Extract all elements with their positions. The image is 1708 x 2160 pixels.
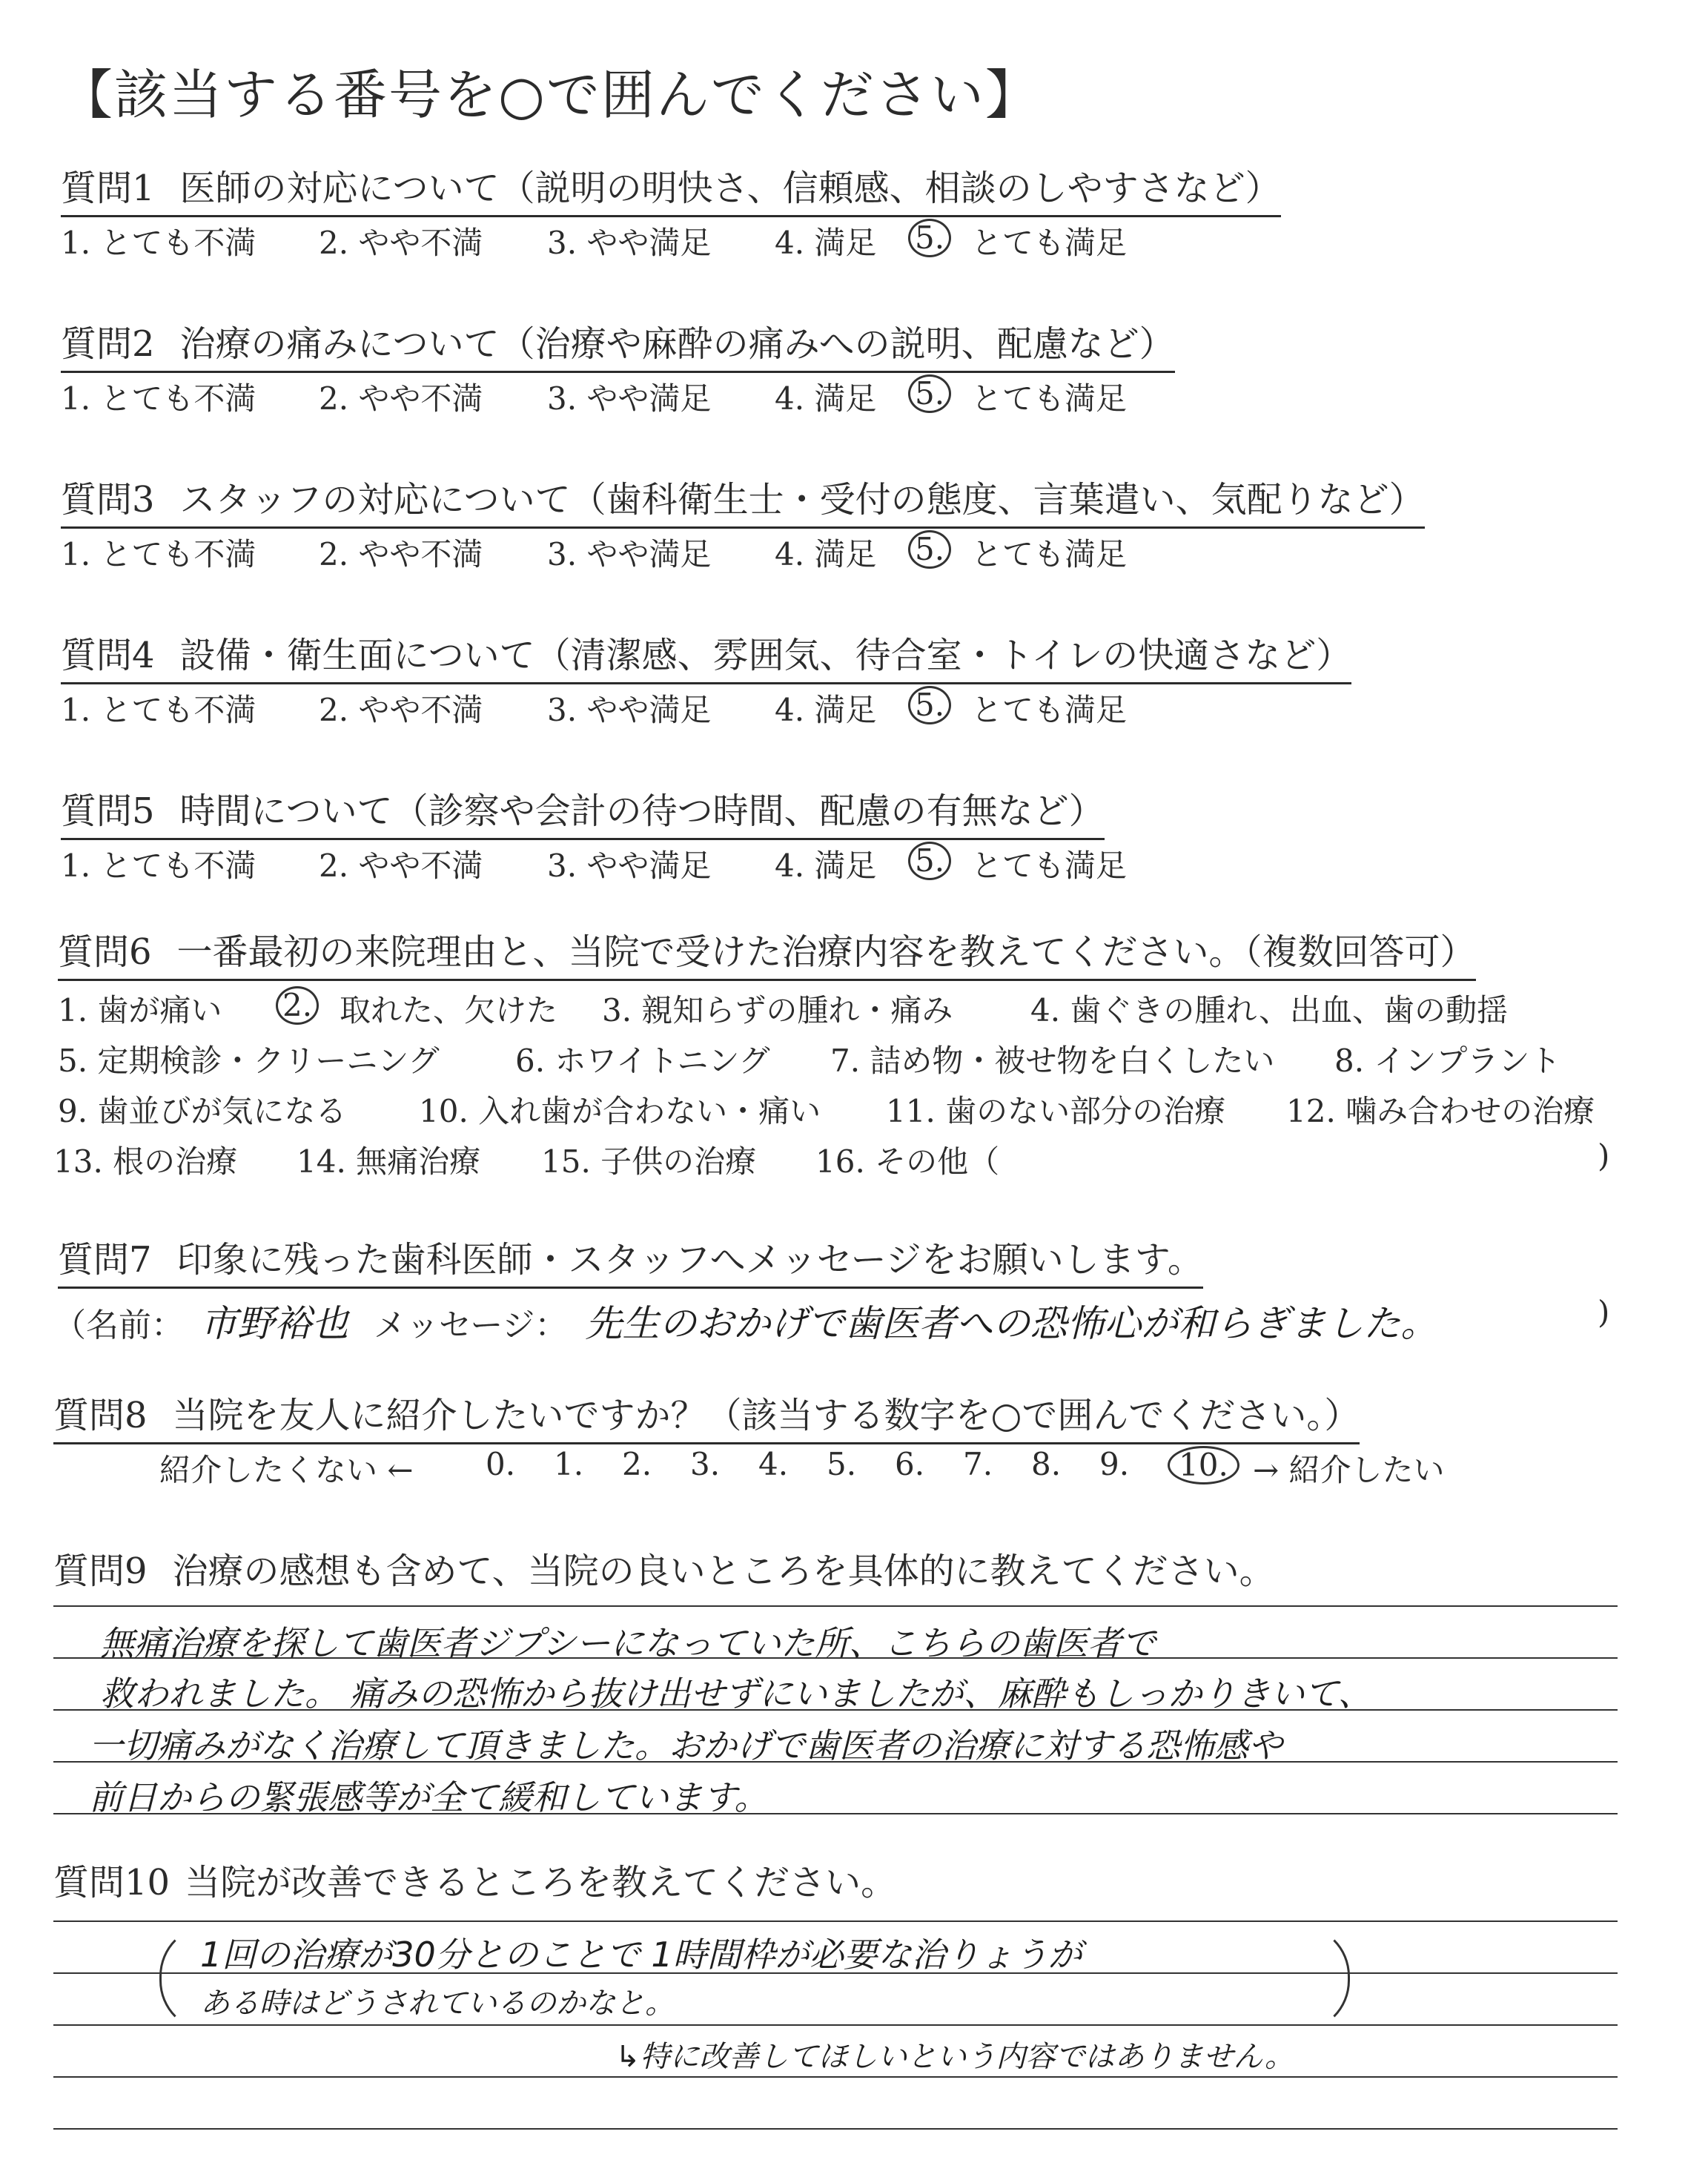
q7-title	[58, 1231, 1203, 1289]
form-header: 【該当する番号を○で囲んでください】	[59, 64, 1040, 126]
q8-scale-option[interactable]: 2.	[622, 1446, 652, 1482]
q6-text: 一番最初の来院理由と、当院で受けた治療内容を教えてください。（複数回答可）	[176, 931, 1476, 973]
q7-text: 印象に残った歯科医師・スタッフへメッセージをお願いします。	[176, 1239, 1203, 1281]
q4-title	[61, 627, 1351, 684]
q10-title	[53, 1854, 896, 1905]
q5-option-selected[interactable]: 5.	[908, 842, 972, 880]
q6-option[interactable]: 8. インプラント	[1334, 1043, 1561, 1079]
q1-option[interactable]: 2. やや不満	[319, 225, 483, 261]
q4-option[interactable]: 4. 満足	[775, 692, 877, 728]
q9-title	[53, 1542, 1275, 1593]
q2-option[interactable]: 4. 満足	[775, 380, 877, 417]
q6-option[interactable]: 5. 定期検診・クリーニング	[58, 1043, 440, 1079]
q8-scale-option[interactable]: 7.	[963, 1446, 993, 1482]
q10-number: 質問10	[53, 1862, 171, 1903]
q9-answer-line[interactable]: 無痛治療を探して歯医者ジプシーになっていた所、こちらの歯医者で	[100, 1623, 1156, 1663]
q10-rule	[53, 2128, 1618, 2130]
q6-option[interactable]: 13. 根の治療	[53, 1143, 238, 1180]
q6-option[interactable]: 1. 歯が痛い	[58, 992, 222, 1028]
q3-text: スタッフの対応について（歯科衛生士・受付の態度、言葉遣い、気配りなど）	[179, 479, 1425, 521]
q8-scale-option[interactable]: 5.	[827, 1446, 857, 1482]
q3-option[interactable]: 4. 満足	[775, 536, 877, 572]
q1-option[interactable]: 3. やや満足	[547, 225, 712, 261]
q6-option[interactable]: 9. 歯並びが気になる	[58, 1093, 347, 1129]
q4-option[interactable]: 1. とても不満	[61, 692, 256, 728]
q6-number: 質問6	[58, 931, 152, 973]
q10-rule	[53, 1920, 1618, 1922]
q2-option[interactable]: 2. やや不満	[319, 380, 483, 417]
q3-option-selected[interactable]: 5.	[908, 530, 972, 569]
q7-name-label: （名前：	[53, 1307, 184, 1344]
q5-option[interactable]: 1. とても不満	[61, 848, 256, 884]
q7-number: 質問7	[58, 1239, 152, 1281]
q1-option[interactable]: 1. とても不満	[61, 225, 256, 261]
q8-scale-left-label: 紹介したくない ←	[159, 1452, 414, 1488]
q7-message-label: メッセージ：	[374, 1307, 568, 1344]
q9-answer-line[interactable]: 救われました。 痛みの恐怖から抜け出せずにいましたが、麻酔もしっかりきいて、	[100, 1674, 1372, 1714]
q3-number: 質問3	[61, 479, 155, 521]
q8-title	[53, 1387, 1360, 1444]
q8-scale-option[interactable]: 4.	[758, 1446, 789, 1482]
q6-other-close: )	[1598, 1137, 1610, 1174]
q3-option[interactable]: 1. とても不満	[61, 536, 256, 572]
q1-title	[61, 159, 1281, 217]
q7-message-field[interactable]: 先生のおかげで歯医者への恐怖心が和らぎました。	[585, 1302, 1438, 1345]
q6-option[interactable]: 4. 歯ぐきの腫れ、出血、歯の動揺	[1030, 992, 1508, 1028]
q6-option[interactable]: 11. 歯のない部分の治療	[886, 1093, 1226, 1129]
q4-number: 質問4	[61, 635, 155, 676]
q4-option[interactable]: 3. やや満足	[547, 692, 712, 728]
q4-option-label: とても満足	[971, 692, 1128, 728]
q3-title	[61, 471, 1425, 529]
q10-answer-line[interactable]: ↳特に改善してほしいという内容ではありません。	[615, 2040, 1294, 2074]
q5-number: 質問5	[61, 790, 155, 832]
q7-close: )	[1598, 1294, 1610, 1330]
q3-option[interactable]: 2. やや不満	[319, 536, 483, 572]
q4-option-selected[interactable]: 5.	[908, 686, 972, 724]
q4-text: 設備・衛生面について（清潔感、雰囲気、待合室・トイレの快適さなど）	[179, 635, 1352, 676]
q9-number: 質問9	[53, 1550, 148, 1592]
q8-scale-right-label: → 紹介したい	[1253, 1452, 1445, 1488]
q5-option-label: とても満足	[971, 848, 1128, 884]
q8-scale-option[interactable]: 1.	[554, 1446, 584, 1482]
q8-scale-option[interactable]: 6.	[895, 1446, 925, 1482]
q10-text: 当院が改善できるところを教えてください。	[185, 1862, 897, 1903]
q3-option-label: とても満足	[971, 536, 1128, 572]
q8-scale-option[interactable]: 3.	[690, 1446, 721, 1482]
q7-name-field[interactable]: 市野裕也	[200, 1302, 348, 1345]
q1-option-selected[interactable]: 5.	[908, 219, 972, 257]
q6-option[interactable]: 12. 噛み合わせの治療	[1286, 1093, 1595, 1129]
q2-option-label: とても満足	[971, 380, 1128, 417]
q10-rule	[53, 2076, 1618, 2078]
q6-title	[58, 923, 1476, 981]
q8-text: 当院を友人に紹介したいですか？（該当する数字を○で囲んでください。）	[172, 1395, 1360, 1436]
q8-scale-option[interactable]: 0.	[486, 1446, 516, 1482]
q9-answer-line[interactable]: 一切痛みがなく治療して頂きました。おかげで歯医者の治療に対する恐怖感や	[89, 1725, 1282, 1766]
q8-scale-option[interactable]: 9.	[1099, 1446, 1130, 1482]
q8-scale-option[interactable]: 8.	[1031, 1446, 1062, 1482]
q2-title	[61, 315, 1175, 373]
q1-option[interactable]: 4. 満足	[775, 225, 877, 261]
q1-text: 医師の対応について（説明の明快さ、信頼感、相談のしやすさなど）	[179, 168, 1281, 209]
q6-option-other[interactable]: 16. その他（	[815, 1143, 1000, 1180]
q5-option[interactable]: 3. やや満足	[547, 848, 712, 884]
q6-option[interactable]: 14. 無痛治療	[297, 1143, 481, 1180]
q5-option[interactable]: 4. 満足	[775, 848, 877, 884]
q2-option[interactable]: 3. やや満足	[547, 380, 712, 417]
q4-option[interactable]: 2. やや不満	[319, 692, 483, 728]
q2-text: 治療の痛みについて（治療や麻酔の痛みへの説明、配慮など）	[179, 323, 1175, 365]
q6-option[interactable]: 6. ホワイトニング	[515, 1043, 770, 1079]
q9-rule	[53, 1605, 1618, 1607]
q8-number: 質問8	[53, 1395, 148, 1436]
q2-option[interactable]: 1. とても不満	[61, 380, 256, 417]
q5-text: 時間について（診察や会計の待つ時間、配慮の有無など）	[179, 790, 1105, 832]
q2-number: 質問2	[61, 323, 155, 365]
q8-scale-option-selected[interactable]: 10.	[1168, 1446, 1260, 1484]
q1-option-label: とても満足	[971, 225, 1128, 261]
q7-answer-row	[53, 1294, 1458, 1347]
q3-option[interactable]: 3. やや満足	[547, 536, 712, 572]
q6-option[interactable]: 15. 子供の治療	[541, 1143, 757, 1180]
q6-option[interactable]: 7. 詰め物・被せ物を白くしたい	[830, 1043, 1275, 1079]
q6-option[interactable]: 3. 親知らずの腫れ・痛み	[602, 992, 953, 1028]
q5-title	[61, 782, 1105, 840]
q10-answer-line[interactable]: 1回の治療が30分とのことで 1時間枠が必要な治りょうが	[200, 1935, 1082, 1975]
q6-option[interactable]: 10. 入れ歯が合わない・痛い	[419, 1093, 821, 1129]
q1-number: 質問1	[61, 168, 155, 209]
q2-option-selected[interactable]: 5.	[908, 374, 972, 413]
q5-option[interactable]: 2. やや不満	[319, 848, 483, 884]
q6-option-selected[interactable]: 2.	[276, 986, 319, 1025]
q9-answer-line[interactable]: 前日からの緊張感等が全て緩和しています。	[89, 1777, 769, 1817]
q6-option-label: 取れた、欠けた	[340, 992, 558, 1028]
q9-text: 治療の感想も含めて、当院の良いところを具体的に教えてください。	[172, 1550, 1275, 1592]
q10-answer-line[interactable]: ある時はどうされているのかなと。	[200, 1986, 675, 2021]
